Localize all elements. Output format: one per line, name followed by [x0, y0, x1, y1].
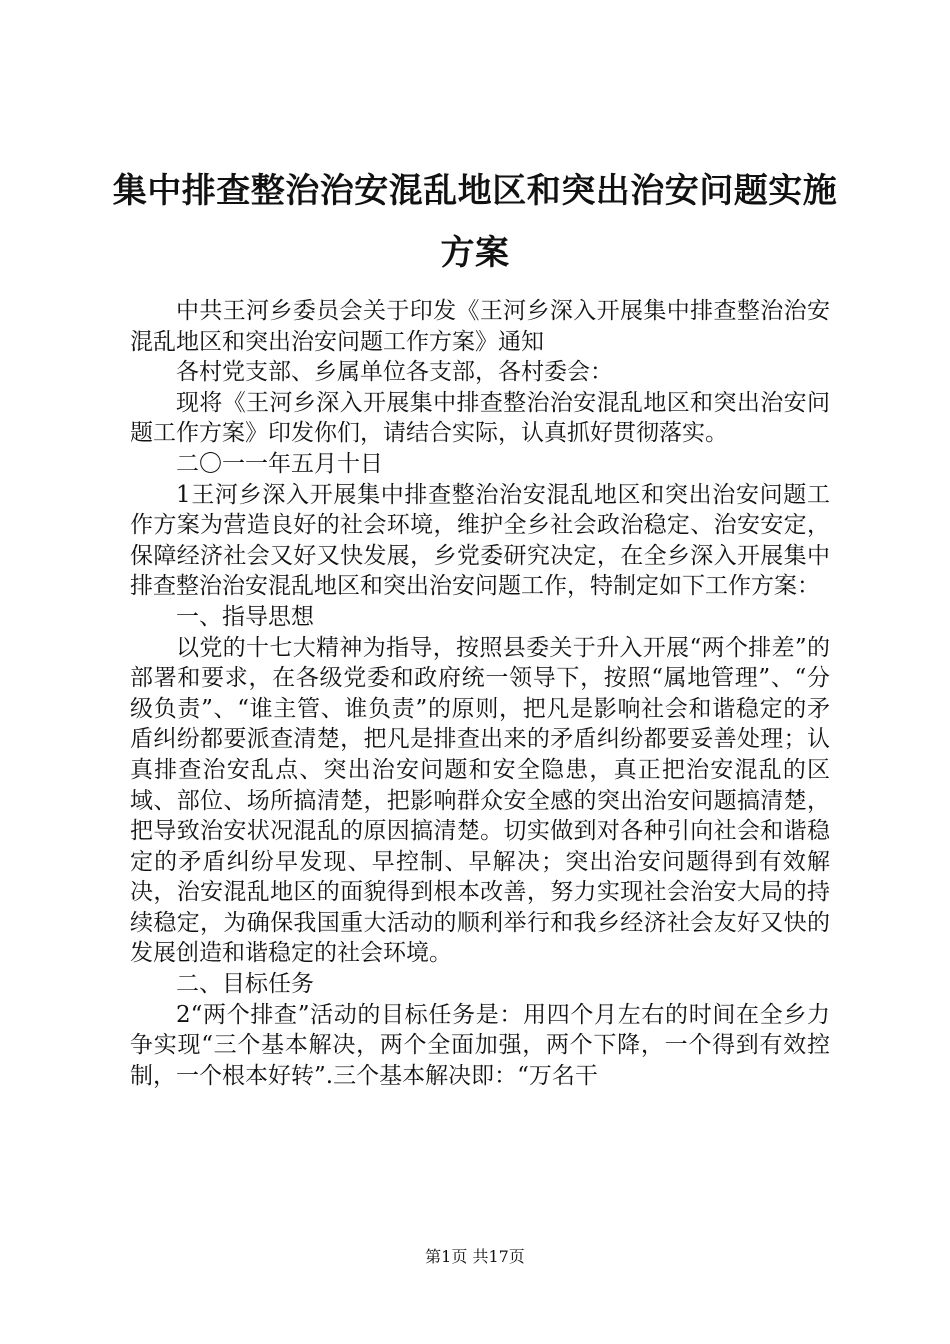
paragraph-objectives: 2“两个排查”活动的目标任务是：用四个月左右的时间在全乡力争实现“三个基本解决，两个全面加强，两个下降，一个得到有效控制，一个根本好转”.三个基本解决即：“万名干: [130, 1001, 830, 1089]
paragraph-plan-intro: 1王河乡深入开展集中排查整治治安混乱地区和突出治安问题工作方案为营造良好的社会环境，维护全乡社会政治稳定、治安安定，保障经济社会又好又快发展，乡党委研究决定，在全乡深入开展集中排查整治治安混乱地区和突出治安问题工作，特制定如下工作方案：: [130, 481, 830, 600]
paragraph-date: 二〇一一年五月十日: [176, 450, 383, 477]
page-footer: 第1页 共17页: [425, 1247, 525, 1266]
paragraph-addressees: 各村党支部、乡属单位各支部，各村委会：: [176, 359, 613, 386]
document-body: [130, 296, 830, 1091]
paragraph-notice-body: 现将《王河乡深入开展集中排查整治治安混乱地区和突出治安问题工作方案》印发你们，请结合实际，认真抓好贯彻落实。: [130, 389, 830, 447]
paragraph-notice-heading: 中共王河乡委员会关于印发《王河乡深入开展集中排查整治治安混乱地区和突出治安问题工作方案》通知: [130, 298, 830, 355]
section-heading-objectives: 二、目标任务: [176, 971, 314, 998]
paragraph-guiding-ideology: 以党的十七大精神为指导，按照县委关于升入开展“两个排差”的部署和要求，在各级党委和政府统一领导下，按照“属地管理”、“分级负责”、“谁主管、谁负责”的原则，把凡是影响社会和谐稳定的矛盾纠纷都要派查清楚，把凡是排查出来的矛盾纠纷都要妥善处理；认真排查治安乱点、突出治安问题和安全隐患，真正把治安混乱的区域、部位、场所搞清楚，把影响群众安全感的突出治安问题搞清楚，把导致治安状况混乱的原因搞清楚。切实做到对各种引向社会和谐稳定的矛盾纠纷早发现、早控制、早解决；突出治安问题得到有效解决，治安混乱地区的面貌得到根本改善，努力实现社会治安大局的持续稳定，为确保我国重大活动的顺利举行和我乡经济社会友好又快的发展创造和谐稳定的社会环境。: [130, 634, 830, 967]
document-title: 集中排查整治治安混乱地区和突出治安问题实施方案: [112, 171, 838, 273]
section-heading-guiding-ideology: 一、指导思想: [176, 603, 314, 630]
